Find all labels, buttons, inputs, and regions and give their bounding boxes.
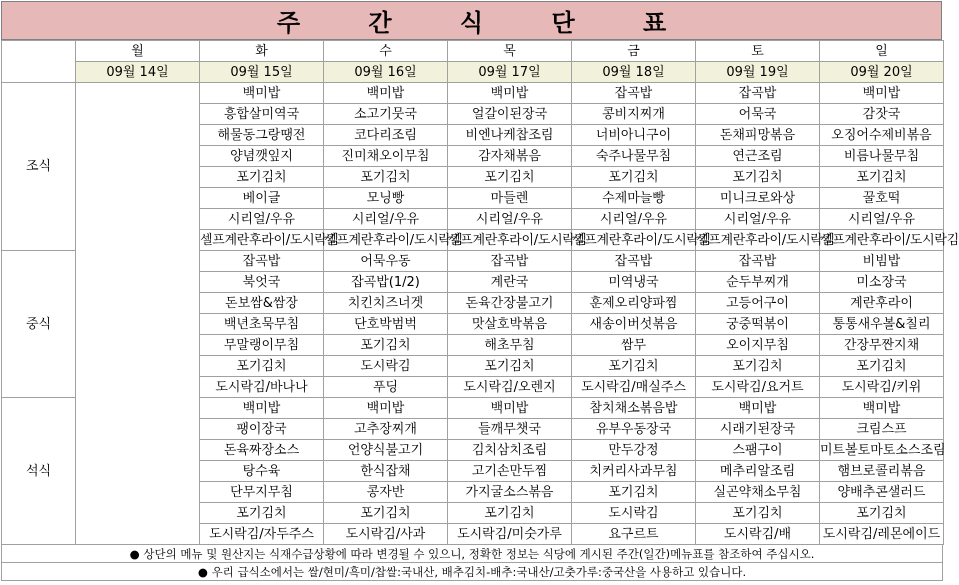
day-header: 월 <box>76 41 200 62</box>
menu-cell: 통통새우볼&칠리 <box>820 314 944 335</box>
menu-cell: 해초무침 <box>448 335 572 356</box>
day-header: 목 <box>448 41 572 62</box>
menu-cell: 유부우동장국 <box>572 419 696 440</box>
menu-cell: 백미밥 <box>324 398 448 419</box>
menu-cell: 스팸구이 <box>696 440 820 461</box>
menu-cell: 진미채오이무침 <box>324 146 448 167</box>
date-header: 09월 18일 <box>572 62 696 83</box>
menu-cell: 백미밥 <box>200 83 324 104</box>
menu-cell: 푸딩 <box>324 377 448 398</box>
date-header-row <box>2 62 944 83</box>
menu-cell: 포기김치 <box>820 167 944 188</box>
day-header: 일 <box>820 41 944 62</box>
menu-cell: 미니크로와상 <box>696 188 820 209</box>
menu-cell: 계란후라이 <box>820 293 944 314</box>
menu-cell: 셀프계란후라이/도시락김 <box>572 230 696 251</box>
menu-cell: 도시락김/배 <box>696 524 820 545</box>
menu-cell: 시리얼/우유 <box>448 209 572 230</box>
menu-cell: 도시락김/키위 <box>820 377 944 398</box>
menu-cell: 가지굴소스볶음 <box>448 482 572 503</box>
menu-cell: 크림스프 <box>820 419 944 440</box>
menu-cell: 단무지무침 <box>200 482 324 503</box>
day-header: 토 <box>696 41 820 62</box>
menu-cell: 콩자반 <box>324 482 448 503</box>
menu-cell: 소고기뭇국 <box>324 104 448 125</box>
menu-cell: 코다리조림 <box>324 125 448 146</box>
menu-cell: 수제마늘빵 <box>572 188 696 209</box>
day-header: 수 <box>324 41 448 62</box>
menu-table <box>1 40 959 545</box>
menu-cell: 양배추콘샐러드 <box>820 482 944 503</box>
menu-cell: 돈육짜장소스 <box>200 440 324 461</box>
menu-cell: 포기김치 <box>324 167 448 188</box>
menu-cell: 비빔밥 <box>820 251 944 272</box>
page-title: 주 간 식 단 표 <box>1 1 942 40</box>
menu-cell: 베이글 <box>200 188 324 209</box>
meal-label: 중식 <box>2 251 76 398</box>
menu-cell: 언양식불고기 <box>324 440 448 461</box>
menu-cell: 훈제오리양파찜 <box>572 293 696 314</box>
menu-cell: 미트볼토마토소스조림 <box>820 440 944 461</box>
menu-cell: 어묵국 <box>696 104 820 125</box>
note-line: ● 상단의 메뉴 및 원산지는 식재수급상황에 따라 변경될 수 있으니, 정확한 정보는 식당에 게시된 주간(일간)메뉴표를 참조하여 주십시오. <box>1 544 943 563</box>
menu-cell: 시리얼/우유 <box>820 209 944 230</box>
date-header: 09월 17일 <box>448 62 572 83</box>
menu-cell: 미역냉국 <box>572 272 696 293</box>
menu-cell: 포기김치 <box>448 503 572 524</box>
menu-cell: 셀프계란후라이/도시락김 <box>696 230 820 251</box>
menu-cell: 도시락김/자두주스 <box>200 524 324 545</box>
menu-cell: 백미밥 <box>696 398 820 419</box>
date-header: 09월 20일 <box>820 62 944 83</box>
menu-cell: 시리얼/우유 <box>572 209 696 230</box>
menu-cell: 감잣국 <box>820 104 944 125</box>
menu-cell: 백미밥 <box>448 83 572 104</box>
menu-cell: 잡곡밥 <box>696 83 820 104</box>
menu-cell: 잡곡밥 <box>696 251 820 272</box>
menu-cell: 비름나물무침 <box>820 146 944 167</box>
menu-cell: 포기김치 <box>324 335 448 356</box>
corner-cell <box>2 41 76 83</box>
menu-cell: 백미밥 <box>324 83 448 104</box>
menu-cell: 잡곡밥(1/2) <box>324 272 448 293</box>
menu-cell: 백미밥 <box>820 398 944 419</box>
menu-cell: 포기김치 <box>324 503 448 524</box>
menu-cell: 포기김치 <box>200 503 324 524</box>
menu-cell: 도시락김/바나나 <box>200 377 324 398</box>
day-header-row <box>2 41 944 62</box>
menu-cell: 메추리알조림 <box>696 461 820 482</box>
menu-cell: 포기김치 <box>572 482 696 503</box>
date-header: 09월 16일 <box>324 62 448 83</box>
menu-cell: 고추장찌개 <box>324 419 448 440</box>
menu-cell: 도시락김/요거트 <box>696 377 820 398</box>
day-header: 화 <box>200 41 324 62</box>
menu-cell: 포기김치 <box>696 503 820 524</box>
monday-cell <box>76 83 200 545</box>
menu-cell: 셀프계란후라이/도시락김 <box>448 230 572 251</box>
menu-cell: 고기손만두찜 <box>448 461 572 482</box>
menu-cell: 잡곡밥 <box>572 251 696 272</box>
menu-cell: 요구르트 <box>572 524 696 545</box>
menu-cell: 고등어구이 <box>696 293 820 314</box>
note-line: ● 우리 급식소에서는 쌀/현미/흑미/찹쌀:국내산, 배추김치-배추:국내산/고춧가루:중국산을 사용하고 있습니다. <box>1 562 943 581</box>
menu-cell: 도시락김 <box>324 356 448 377</box>
date-header: 09월 14일 <box>76 62 200 83</box>
menu-cell: 포기김치 <box>448 167 572 188</box>
menu-cell: 셀프계란후라이/도시락김 <box>820 230 944 251</box>
menu-cell: 잡곡밥 <box>200 251 324 272</box>
menu-cell: 콩비지찌개 <box>572 104 696 125</box>
menu-cell: 계란국 <box>448 272 572 293</box>
menu-cell: 감자채볶음 <box>448 146 572 167</box>
menu-cell: 들깨무챗국 <box>448 419 572 440</box>
menu-cell: 시래기된장국 <box>696 419 820 440</box>
menu-cell: 한식잡채 <box>324 461 448 482</box>
menu-cell: 포기김치 <box>696 356 820 377</box>
menu-cell: 단호박범벅 <box>324 314 448 335</box>
table-row <box>2 83 944 104</box>
menu-cell: 도시락김/미숫가루 <box>448 524 572 545</box>
menu-cell: 도시락김/매실주스 <box>572 377 696 398</box>
menu-cell: 포기김치 <box>820 503 944 524</box>
meal-label: 조식 <box>2 83 76 251</box>
menu-cell: 도시락김/사과 <box>324 524 448 545</box>
meal-label: 석식 <box>2 398 76 545</box>
menu-cell: 치커리사과무침 <box>572 461 696 482</box>
menu-cell: 숙주나물무침 <box>572 146 696 167</box>
menu-cell: 돈보쌈&쌈장 <box>200 293 324 314</box>
menu-cell: 도시락김/오렌지 <box>448 377 572 398</box>
menu-cell: 포기김치 <box>572 167 696 188</box>
menu-cell: 미소장국 <box>820 272 944 293</box>
menu-cell: 셀프계란후라이/도시락김 <box>324 230 448 251</box>
menu-cell: 새송이버섯볶음 <box>572 314 696 335</box>
menu-cell: 비엔나케찹조림 <box>448 125 572 146</box>
menu-cell: 무말랭이무침 <box>200 335 324 356</box>
menu-cell: 포기김치 <box>200 167 324 188</box>
menu-cell: 오이지무침 <box>696 335 820 356</box>
menu-cell: 만두강정 <box>572 440 696 461</box>
menu-cell: 치킨치즈너겟 <box>324 293 448 314</box>
menu-cell: 맛살호박볶음 <box>448 314 572 335</box>
menu-cell: 연근조림 <box>696 146 820 167</box>
menu-cell: 포기김치 <box>572 356 696 377</box>
menu-cell: 오징어수제비볶음 <box>820 125 944 146</box>
menu-cell: 셀프계란후라이/도시락김 <box>200 230 324 251</box>
menu-cell: 도시락김/레몬에이드 <box>820 524 944 545</box>
menu-cell: 어묵우동 <box>324 251 448 272</box>
menu-cell: 잡곡밥 <box>448 251 572 272</box>
menu-cell: 양념깻잎지 <box>200 146 324 167</box>
menu-cell: 포기김치 <box>200 356 324 377</box>
menu-cell: 너비아니구이 <box>572 125 696 146</box>
menu-cell: 시리얼/우유 <box>324 209 448 230</box>
menu-cell: 시리얼/우유 <box>696 209 820 230</box>
menu-cell: 탕수육 <box>200 461 324 482</box>
menu-cell: 궁중떡볶이 <box>696 314 820 335</box>
menu-cell: 포기김치 <box>820 356 944 377</box>
menu-cell: 시리얼/우유 <box>200 209 324 230</box>
menu-cell: 흥합살미역국 <box>200 104 324 125</box>
menu-cell: 실곤약채소무침 <box>696 482 820 503</box>
menu-cell: 백미밥 <box>200 398 324 419</box>
menu-cell: 마들렌 <box>448 188 572 209</box>
menu-cell: 북엇국 <box>200 272 324 293</box>
menu-cell: 포기김치 <box>696 167 820 188</box>
menu-cell: 도시락김 <box>572 503 696 524</box>
menu-cell: 꿀호떡 <box>820 188 944 209</box>
menu-cell: 백미밥 <box>448 398 572 419</box>
menu-cell: 김치삼치조림 <box>448 440 572 461</box>
menu-cell: 참치채소볶음밥 <box>572 398 696 419</box>
menu-cell: 모닝빵 <box>324 188 448 209</box>
notes <box>1 545 943 581</box>
menu-cell: 햄브로콜리볶음 <box>820 461 944 482</box>
menu-cell: 해물동그랑땡전 <box>200 125 324 146</box>
menu-cell: 돈채피망볶음 <box>696 125 820 146</box>
menu-cell: 백년초묵무침 <box>200 314 324 335</box>
date-header: 09월 15일 <box>200 62 324 83</box>
menu-cell: 돈육간장불고기 <box>448 293 572 314</box>
menu-cell: 순두부찌개 <box>696 272 820 293</box>
day-header: 금 <box>572 41 696 62</box>
menu-cell: 쌈무 <box>572 335 696 356</box>
menu-cell: 잡곡밥 <box>572 83 696 104</box>
date-header: 09월 19일 <box>696 62 820 83</box>
menu-cell: 백미밥 <box>820 83 944 104</box>
menu-cell: 간장무짠지채 <box>820 335 944 356</box>
menu-cell: 팽이장국 <box>200 419 324 440</box>
menu-cell: 포기김치 <box>448 356 572 377</box>
menu-cell: 얼갈이된장국 <box>448 104 572 125</box>
